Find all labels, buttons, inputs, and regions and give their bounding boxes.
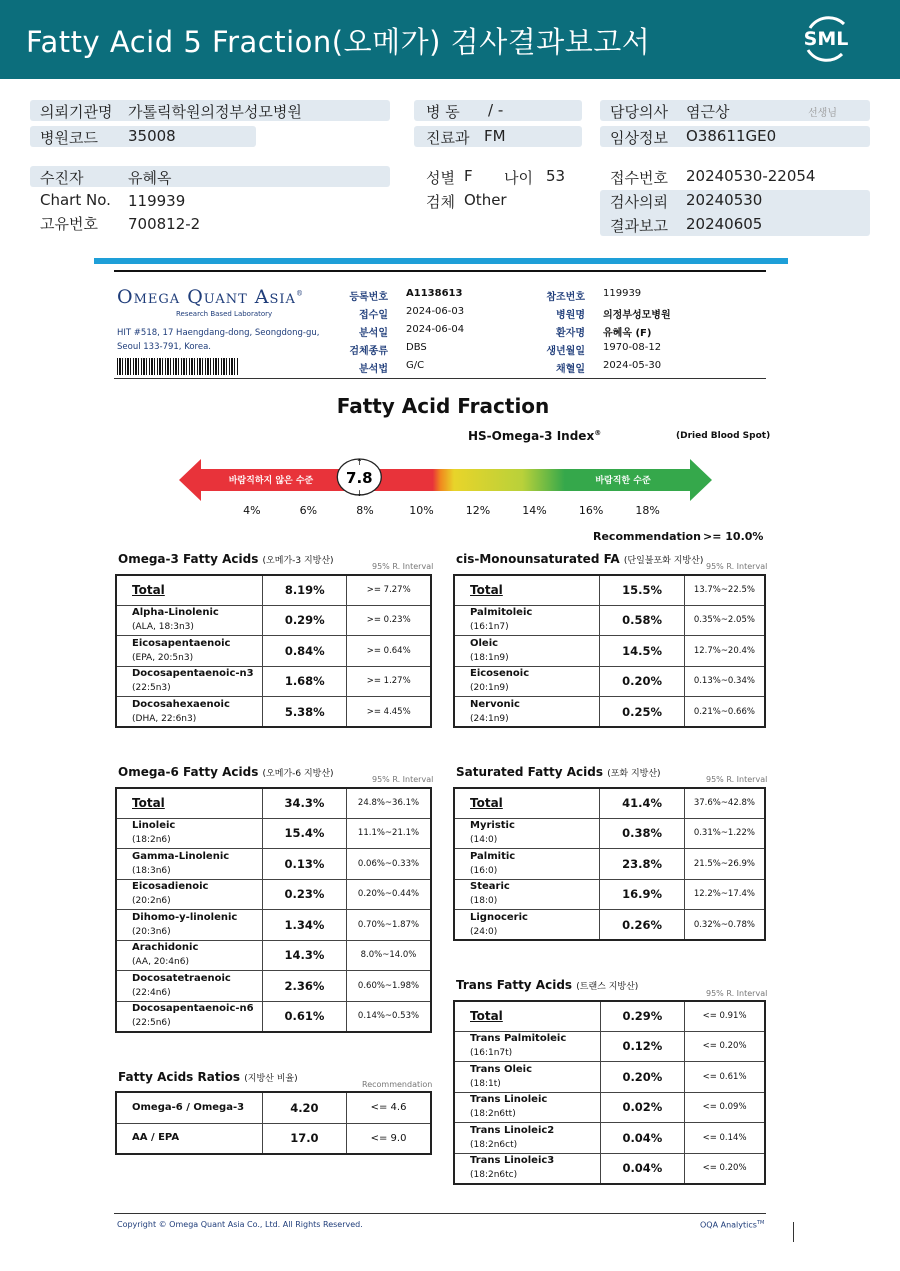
row-name: Trans Oleic (18:1t)	[454, 1062, 600, 1093]
recommendation-value: >= 10.0%	[703, 530, 764, 543]
row-value: 0.26%	[600, 910, 684, 941]
row-name: Nervonic (24:1n9)	[454, 697, 600, 728]
row-value: 16.9%	[600, 879, 684, 910]
row-reference: 37.6%~42.8%	[684, 788, 765, 818]
table-row	[116, 971, 431, 1002]
request-value: 20240530	[686, 191, 763, 209]
saturated-ref-header: 95% R. Interval	[706, 775, 768, 784]
mono-title: cis-Monounsaturated FA (단일불포화 지방산)	[456, 552, 704, 566]
row-value: 23.8%	[600, 849, 684, 880]
gauge-tick-label: 6%	[299, 504, 318, 517]
anal-value: 2024-06-04	[406, 324, 465, 335]
chart-label: Chart No.	[40, 191, 111, 209]
row-name: Eicosenoic (20:1n9)	[454, 666, 600, 697]
row-reference: 0.13%~0.34%	[684, 666, 765, 697]
report-value: 20240605	[686, 215, 763, 233]
name-bar	[30, 166, 390, 187]
table-row	[116, 605, 431, 636]
request-label: 검사의뢰	[610, 193, 668, 211]
oqa-logo-mark: ®	[295, 289, 304, 298]
table-row	[454, 697, 765, 728]
table-row	[454, 605, 765, 636]
row-value: 0.04%	[600, 1153, 684, 1184]
table-row	[454, 1062, 765, 1093]
table-row	[116, 910, 431, 941]
sex-value: F	[464, 167, 473, 185]
ward-value: / -	[488, 101, 504, 119]
row-value: 0.13%	[262, 849, 346, 880]
gauge-tick-label: 4%	[243, 504, 261, 517]
trans-table	[453, 1000, 766, 1185]
pat-value: 유혜옥 (F)	[603, 328, 652, 339]
row-reference: 21.5%~26.9%	[684, 849, 765, 880]
spec-value: DBS	[406, 342, 427, 353]
doctor-suffix: 선생님	[808, 108, 837, 119]
anal-label: 분석일	[359, 328, 388, 339]
row-name: Docosapentaenoic-n6 (22:5n6)	[116, 1001, 262, 1032]
table-row	[454, 1153, 765, 1184]
page-title: Fatty Acid 5 Fraction(오메가) 검사결과보고서	[26, 25, 651, 59]
row-reference: 0.06%~0.33%	[346, 849, 431, 880]
ratios-table	[115, 1091, 432, 1155]
row-name: Total	[454, 1001, 600, 1031]
omega6-ref-header: 95% R. Interval	[372, 775, 434, 784]
method-value: G/C	[406, 360, 425, 371]
row-value: 0.29%	[263, 605, 347, 636]
gauge-value-marker	[337, 458, 381, 498]
reg-label: 등록번호	[349, 292, 388, 303]
gauge-tick-label: 16%	[578, 504, 604, 517]
oqa-subtitle: Research Based Laboratory	[176, 310, 273, 318]
row-name: Docosatetraenoic (22:4n6)	[116, 971, 262, 1002]
row-reference: 8.0%~14.0%	[346, 940, 431, 971]
row-name: Omega-6 / Omega-3	[116, 1092, 262, 1123]
row-name: Palmitic (16:0)	[454, 849, 600, 880]
omega6-table	[115, 787, 432, 1033]
row-value: 0.12%	[600, 1031, 684, 1062]
row-reference: 24.8%~36.1%	[346, 788, 431, 818]
row-name: Docosahexaenoic (DHA, 22:6n3)	[116, 697, 263, 728]
pat-label: 환자명	[556, 328, 585, 339]
gauge-tick-label: 8%	[356, 504, 374, 517]
omega3-index-gauge	[176, 455, 716, 505]
ratios-ref-header: Recommendation	[362, 1080, 433, 1089]
row-reference: 13.7%~22.5%	[684, 575, 765, 605]
name-value: 유혜옥	[128, 169, 172, 187]
row-reference: <= 0.20%	[685, 1031, 765, 1062]
recv-label: 접수일	[359, 310, 388, 321]
report-label: 결과보고	[610, 217, 668, 235]
row-value: 0.20%	[600, 1062, 684, 1093]
footer-rule	[114, 1213, 766, 1214]
barcode	[117, 358, 239, 375]
row-name: Total	[116, 788, 262, 818]
doctor-value: 염근상	[686, 103, 730, 121]
dept-value: FM	[484, 127, 506, 145]
clinical-label: 임상정보	[610, 129, 668, 147]
row-name: Trans Linoleic3 (18:2n6tc)	[454, 1153, 600, 1184]
row-name: Stearic (18:0)	[454, 879, 600, 910]
table-row	[454, 818, 765, 849]
row-name: Docosapentaenoic-n3 (22:5n3)	[116, 666, 263, 697]
receipt-label: 접수번호	[610, 169, 668, 187]
row-value: 0.20%	[600, 666, 684, 697]
table-row	[454, 849, 765, 880]
specimen-value: Other	[464, 191, 507, 209]
row-value: 0.38%	[600, 818, 684, 849]
table-row	[116, 1123, 431, 1154]
row-reference: 0.20%~0.44%	[346, 879, 431, 910]
gauge-tick-label: 10%	[409, 504, 434, 517]
row-reference: 0.31%~1.22%	[684, 818, 765, 849]
row-name: Dihomo-y-linolenic (20:3n6)	[116, 910, 262, 941]
copyright: Copyright © Omega Quant Asia Co., Ltd. All Rights Reserved.	[117, 1220, 363, 1229]
lab-address-line1: HIT #518, 17 Haengdang-dong, Seongdong-gu,	[117, 328, 320, 338]
lab-address-line2: Seoul 133-791, Korea.	[117, 342, 211, 352]
table-row	[454, 1031, 765, 1062]
sml-logo	[800, 12, 852, 64]
chart-value: 119939	[128, 192, 186, 210]
row-name: Arachidonic (AA, 20:4n6)	[116, 940, 262, 971]
omega6-title: Omega-6 Fatty Acids (오메가-6 지방산)	[118, 765, 334, 779]
lab-header-top-rule	[114, 270, 766, 272]
row-value: 14.3%	[262, 940, 346, 971]
dob-label: 생년월일	[546, 346, 585, 357]
omega3-title: Omega-3 Fatty Acids (오메가-3 지방산)	[118, 552, 334, 566]
dob-value: 1970-08-12	[603, 342, 662, 353]
table-row	[116, 1092, 431, 1123]
gauge-zone-label-good: 바람직한 수준	[595, 476, 651, 486]
row-value: 17.0	[262, 1123, 346, 1154]
clinical-value: O38611GE0	[686, 127, 777, 145]
table-row	[116, 849, 431, 880]
row-value: 2.36%	[262, 971, 346, 1002]
age-value: 53	[546, 167, 566, 185]
row-reference: >= 0.23%	[347, 605, 431, 636]
draw-value: 2024-05-30	[603, 360, 662, 371]
hs-omega3-mark: ®	[594, 429, 602, 437]
table-row	[116, 697, 431, 728]
row-value: 0.61%	[262, 1001, 346, 1032]
trans-title: Trans Fatty Acids (트랜스 지방산)	[456, 978, 639, 992]
gauge-value-text: 7.8	[345, 469, 373, 487]
row-name: AA / EPA	[116, 1123, 262, 1154]
mono-table	[453, 574, 766, 728]
row-reference: 12.2%~17.4%	[684, 879, 765, 910]
unique-label: 고유번호	[40, 215, 98, 233]
table-row	[116, 575, 431, 605]
row-value: 0.04%	[600, 1123, 684, 1154]
row-name: Trans Palmitoleic (16:1n7t)	[454, 1031, 600, 1062]
mono-ref-header: 95% R. Interval	[706, 562, 768, 571]
row-reference: 0.60%~1.98%	[346, 971, 431, 1002]
omega3-ref-header: 95% R. Interval	[372, 562, 434, 571]
receipt-value: 20240530-22054	[686, 167, 816, 185]
row-value: 0.02%	[600, 1092, 684, 1123]
row-value: 0.58%	[600, 605, 684, 636]
table-row	[454, 879, 765, 910]
table-row	[454, 575, 765, 605]
row-name: Lignoceric (24:0)	[454, 910, 600, 941]
row-value: 41.4%	[600, 788, 684, 818]
table-row	[116, 636, 431, 667]
institution-label: 의뢰기관명	[40, 103, 113, 121]
row-reference: <= 0.09%	[685, 1092, 765, 1123]
row-value: 0.84%	[263, 636, 347, 667]
table-row	[454, 666, 765, 697]
sex-label: 성별	[426, 169, 455, 187]
svg-text:↓: ↓	[355, 489, 363, 498]
ward-label: 병 동	[426, 103, 460, 121]
row-reference: 0.21%~0.66%	[684, 697, 765, 728]
table-row	[454, 910, 765, 941]
table-row	[454, 636, 765, 667]
row-value: 15.4%	[262, 818, 346, 849]
spec-label: 검체종류	[349, 346, 388, 357]
row-reference: 0.35%~2.05%	[684, 605, 765, 636]
row-value: 1.68%	[263, 666, 347, 697]
table-row	[116, 788, 431, 818]
draw-label: 채혈일	[556, 364, 585, 375]
sml-logo-text: SML	[803, 28, 849, 50]
row-value: 34.3%	[262, 788, 346, 818]
row-name: Myristic (14:0)	[454, 818, 600, 849]
hs-omega3-label: HS-Omega-3 Index®	[468, 429, 602, 443]
row-reference: <= 0.61%	[685, 1062, 765, 1093]
ratios-title: Fatty Acids Ratios (지방산 비율)	[118, 1070, 298, 1084]
row-reference: 0.32%~0.78%	[684, 910, 765, 941]
row-value: 0.29%	[600, 1001, 684, 1031]
row-value: 5.38%	[263, 697, 347, 728]
method-label: 분석법	[359, 364, 388, 375]
doctor-label: 담당의사	[610, 103, 668, 121]
name-label: 수진자	[40, 169, 84, 187]
table-row	[116, 879, 431, 910]
row-reference: >= 1.27%	[347, 666, 431, 697]
row-reference: <= 9.0	[347, 1123, 431, 1154]
ref-value: 119939	[603, 288, 642, 299]
table-row	[454, 1123, 765, 1154]
row-reference: >= 7.27%	[347, 575, 431, 605]
row-reference: <= 4.6	[347, 1092, 431, 1123]
hospital-code-value: 35008	[128, 127, 176, 145]
oqa-analytics: OQA Analytics™	[700, 1220, 765, 1230]
oqa-logo: Omega Quant Asia®	[117, 286, 304, 308]
row-value: 15.5%	[600, 575, 684, 605]
row-value: 14.5%	[600, 636, 684, 667]
trans-ref-header: 95% R. Interval	[706, 989, 768, 998]
row-reference: 0.70%~1.87%	[346, 910, 431, 941]
gauge-tick-label: 14%	[522, 504, 547, 517]
table-row	[454, 1092, 765, 1123]
recv-value: 2024-06-03	[406, 306, 465, 317]
row-reference: >= 0.64%	[347, 636, 431, 667]
lab-header-bottom-rule	[114, 378, 766, 379]
hosp-value: 의정부성모병원	[603, 310, 671, 321]
gauge-zone-label-bad: 바람직하지 않은 수준	[228, 476, 314, 486]
row-name: Trans Linoleic2 (18:2n6ct)	[454, 1123, 600, 1154]
row-value: 1.34%	[262, 910, 346, 941]
institution-value: 가톨릭학원의정부성모병원	[128, 103, 302, 121]
row-name: Gamma-Linolenic (18:3n6)	[116, 849, 262, 880]
table-row	[454, 788, 765, 818]
recommendation-label: Recommendation	[593, 530, 701, 543]
row-name: Trans Linoleic (18:2n6tt)	[454, 1092, 600, 1123]
hospital-code-label: 병원코드	[40, 129, 98, 147]
sample-type-note: (Dried Blood Spot)	[676, 431, 771, 441]
row-name: Palmitoleic (16:1n7)	[454, 605, 600, 636]
row-name: Total	[454, 788, 600, 818]
row-reference: >= 4.45%	[347, 697, 431, 728]
row-reference: <= 0.20%	[685, 1153, 765, 1184]
oqa-analytics-mark: TM	[756, 1220, 765, 1226]
table-row	[116, 666, 431, 697]
ref-label: 참조번호	[546, 292, 585, 303]
table-row	[116, 818, 431, 849]
table-row	[116, 940, 431, 971]
svg-text:↑: ↑	[355, 458, 363, 467]
row-name: Eicosapentaenoic (EPA, 20:5n3)	[116, 636, 263, 667]
row-value: 0.23%	[262, 879, 346, 910]
row-reference: <= 0.91%	[685, 1001, 765, 1031]
row-name: Oleic (18:1n9)	[454, 636, 600, 667]
row-reference: 0.14%~0.53%	[346, 1001, 431, 1032]
dept-label: 진료과	[426, 129, 470, 147]
saturated-table	[453, 787, 766, 941]
gauge-tick-label: 18%	[635, 504, 660, 517]
row-value: 0.25%	[600, 697, 684, 728]
row-name: Total	[116, 575, 263, 605]
age-label: 나이	[504, 169, 533, 187]
hosp-label: 병원명	[556, 310, 585, 321]
row-reference: 11.1%~21.1%	[346, 818, 431, 849]
row-reference: <= 0.14%	[685, 1123, 765, 1154]
unique-value: 700812-2	[128, 215, 201, 233]
report-title: Fatty Acid Fraction	[336, 394, 550, 418]
edge-mark	[793, 1222, 794, 1242]
table-row	[454, 1001, 765, 1031]
row-value: 8.19%	[263, 575, 347, 605]
row-name: Alpha-Linolenic (ALA, 18:3n3)	[116, 605, 263, 636]
row-value: 4.20	[262, 1092, 346, 1123]
row-reference: 12.7%~20.4%	[684, 636, 765, 667]
reg-value: A1138613	[406, 288, 463, 299]
divider-blue	[94, 258, 788, 264]
row-name: Linoleic (18:2n6)	[116, 818, 262, 849]
table-row	[116, 1001, 431, 1032]
omega3-table	[115, 574, 432, 728]
saturated-title: Saturated Fatty Acids (포화 지방산)	[456, 765, 661, 779]
specimen-label: 검체	[426, 193, 455, 211]
gauge-tick-label: 12%	[465, 504, 491, 517]
row-name: Total	[454, 575, 600, 605]
row-name: Eicosadienoic (20:2n6)	[116, 879, 262, 910]
